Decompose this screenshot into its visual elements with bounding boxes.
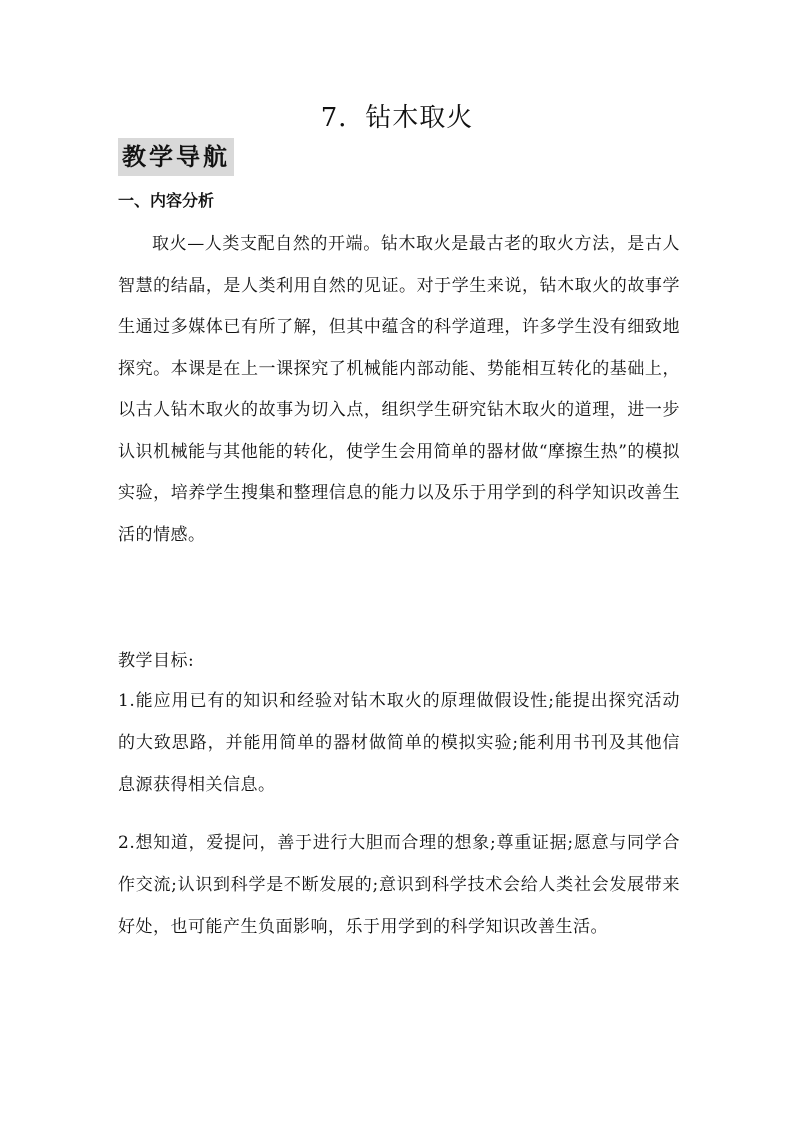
section-heading-content-analysis: 一、内容分析	[118, 191, 215, 210]
page-title: 7．钻木取火	[320, 103, 474, 133]
teaching-goal-item: 1.能应用已有的知识和经验对钻木取火的原理做假设性;能提出探究活动的大致思路，并能用简单的器材做简单的模拟实验;能利用书刊及其他信息源获得相关信息。	[118, 691, 680, 795]
teaching-goals-label: 教学目标:	[118, 651, 195, 671]
teaching-navigation-badge: 教学导航	[118, 138, 234, 176]
content-analysis-paragraph: 取火—人类支配自然的开端。钻木取火是最古老的取火方法，是古人智慧的结晶，是人类利用自然的见证。对于学生来说，钻木取火的故事学生通过多媒体已有所了解，但其中蕴含的科学道理，许多学生没有细致地探究。本课是在上一课探究了机械能内部动能、势能相互转化的基础上，以古人钻木取火的故事为切入点，组织学生研究钻木取火的道理，进一步认识机械能与其他能的转化，使学生会用简单的器材做“摩擦生热”的模拟实验，培养学生搜集和整理信息的能力以及乐于用学到的科学知识改善生活的情感。	[118, 234, 680, 545]
teaching-goal-item: 2.想知道，爱提问，善于进行大胆而合理的想象;尊重证据;愿意与同学合作交流;认识到科学是不断发展的;意识到科学技术会给人类社会发展带来好处，也可能产生负面影响，乐于用学到的科学知识改善生活。	[118, 833, 680, 937]
